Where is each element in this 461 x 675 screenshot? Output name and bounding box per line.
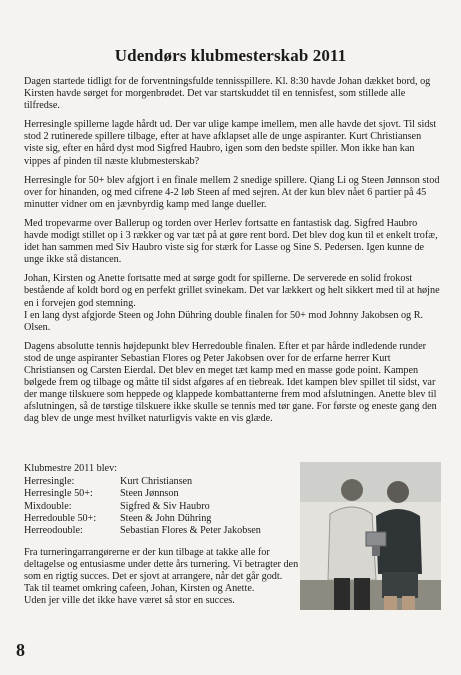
winner-row [24,476,261,488]
paragraph-intro: Dagen startede tidligt for de forventningsfulde tennisspillere. Kl. 8:30 havde Johan dækket bord, og Kirsten havde sørget for morgenbrødet. Det var startskuddet til en tennisfest, som stillede alle tilfredse. [24,76,431,112]
closing-team: Tak til teamet omkring cafeen, Johan, Kirsten og Anette. [24,583,255,595]
winner-name: Kurt Christiansen [120,476,193,488]
winner-name: Sebastian Flores & Peter Jakobsen [120,525,261,537]
article-body [24,76,442,432]
winner-category: Herresingle: [24,476,75,488]
winner-category: Herresingle 50+: [24,488,93,500]
closing-text [24,547,299,607]
winner-category: Mixdouble: [24,500,72,512]
paragraph-lunch: Johan, Kirsten og Anette fortsatte med at sørge godt for spillerne. De serverede en solid frokost bestående af koldt bord og en perfekt grillet svinekam. Det var lækkert og helt sikkert med til at højne en i forvejen god stemning. I en lang dyst afgjorde Steen og John Dühring double finalen for 50+ mod Johnny Jakobsen og R. Olsen. [24,273,440,333]
winners-photo [300,462,441,610]
winners-table [24,476,261,537]
winners-heading: Klubmestre 2011 blev: [24,463,117,474]
photo-illustration [300,462,441,610]
closing-success: Uden jer ville det ikke have været så stor en succes. [24,595,235,607]
winner-row [24,525,261,537]
page-number: 8 [16,640,25,660]
winner-name: Steen & John Dühring [120,512,212,524]
winner-row [24,488,261,500]
page-title: Udendørs klubmesterskab 2011 [114,46,347,65]
paragraph-herresingle: Herresingle spillerne lagde hårdt ud. Der var ulige kampe imellem, men alle havde det sjovt. Til sidst stod 2 rutinerede spillere tilbage, efter at have afklapset alle de unge aspiranter. Kurt Christiansen viste sig, efter en hård dyst mod Sigfred Haubro, igen som den bedste spiller. Mon ikke han kan vippes af pinden til næste klubmesterskab? [24,119,437,167]
winners-list [24,463,294,538]
closing-thanks: Fra turneringarrangørerne er der kun tilbage at takke alle for deltagelse og entusiasme under dette års turnering. Vi betragter den som en rigtig succes. Det er sjovt at arrangere, når det går godt. [24,547,299,583]
winner-name: Steen Jønnson [120,488,179,500]
winner-name: Sigfred & Siv Haubro [120,500,210,512]
paragraph-herresingle-50: Herresingle for 50+ blev afgjort i en finale mellem 2 snedige spillere. Qiang Li og Steen Jønnson stod over for hinanden, og med cifrene 4-2 løb Steen af med sejren. At der kun blev nået 6 partier på 45 minutter vidner om en jævnbyrdig kamp med lange dueller. [24,174,440,210]
winner-category: Herredouble 50+: [24,512,97,524]
paragraph-herredouble: Dagens absolutte tennis højdepunkt blev Herredouble finalen. Efter et par hårde indledende runder stod de unge aspiranter Sebastian Flores og Peter Jakobsen over for de erfarne herrer Kurt Christiansen og Carsten Eierdal. Det blev en meget tæt kamp med en masse gode point. Kampen bølgede frem og tilbage og måtte til sidst afgøres af en tiebreak. Idet kampen blev spillet til sidst, var der mange tilskuere som heppede og klappede kombattanterne frem mod afslutningen. Anette blev til afslutningen, så de tørstige tilskuere ikke skulle se tennis med tør gane. For første og eneste gang den dag blev de unge mest hvilket naturligvis vakte en vis glæde. [24,340,437,425]
paragraph-mixdouble: Med tropevarme over Ballerup og torden over Herlev fortsatte en fantastisk dag. Sigfred Haubro havde modigt stillet op i 3 rækker og var tæt på at gøre rent bord. Det blev dog kun til et enkelt trofæ, idet han sammen med Siv Haubro viste sig for stærk for Lasse og Sine S. Pedersen. Igen kunne de unge ikke stå distancen. [24,217,438,266]
winner-row [24,501,261,513]
winner-category: Herreodouble: [24,525,83,537]
winner-row [24,513,261,525]
